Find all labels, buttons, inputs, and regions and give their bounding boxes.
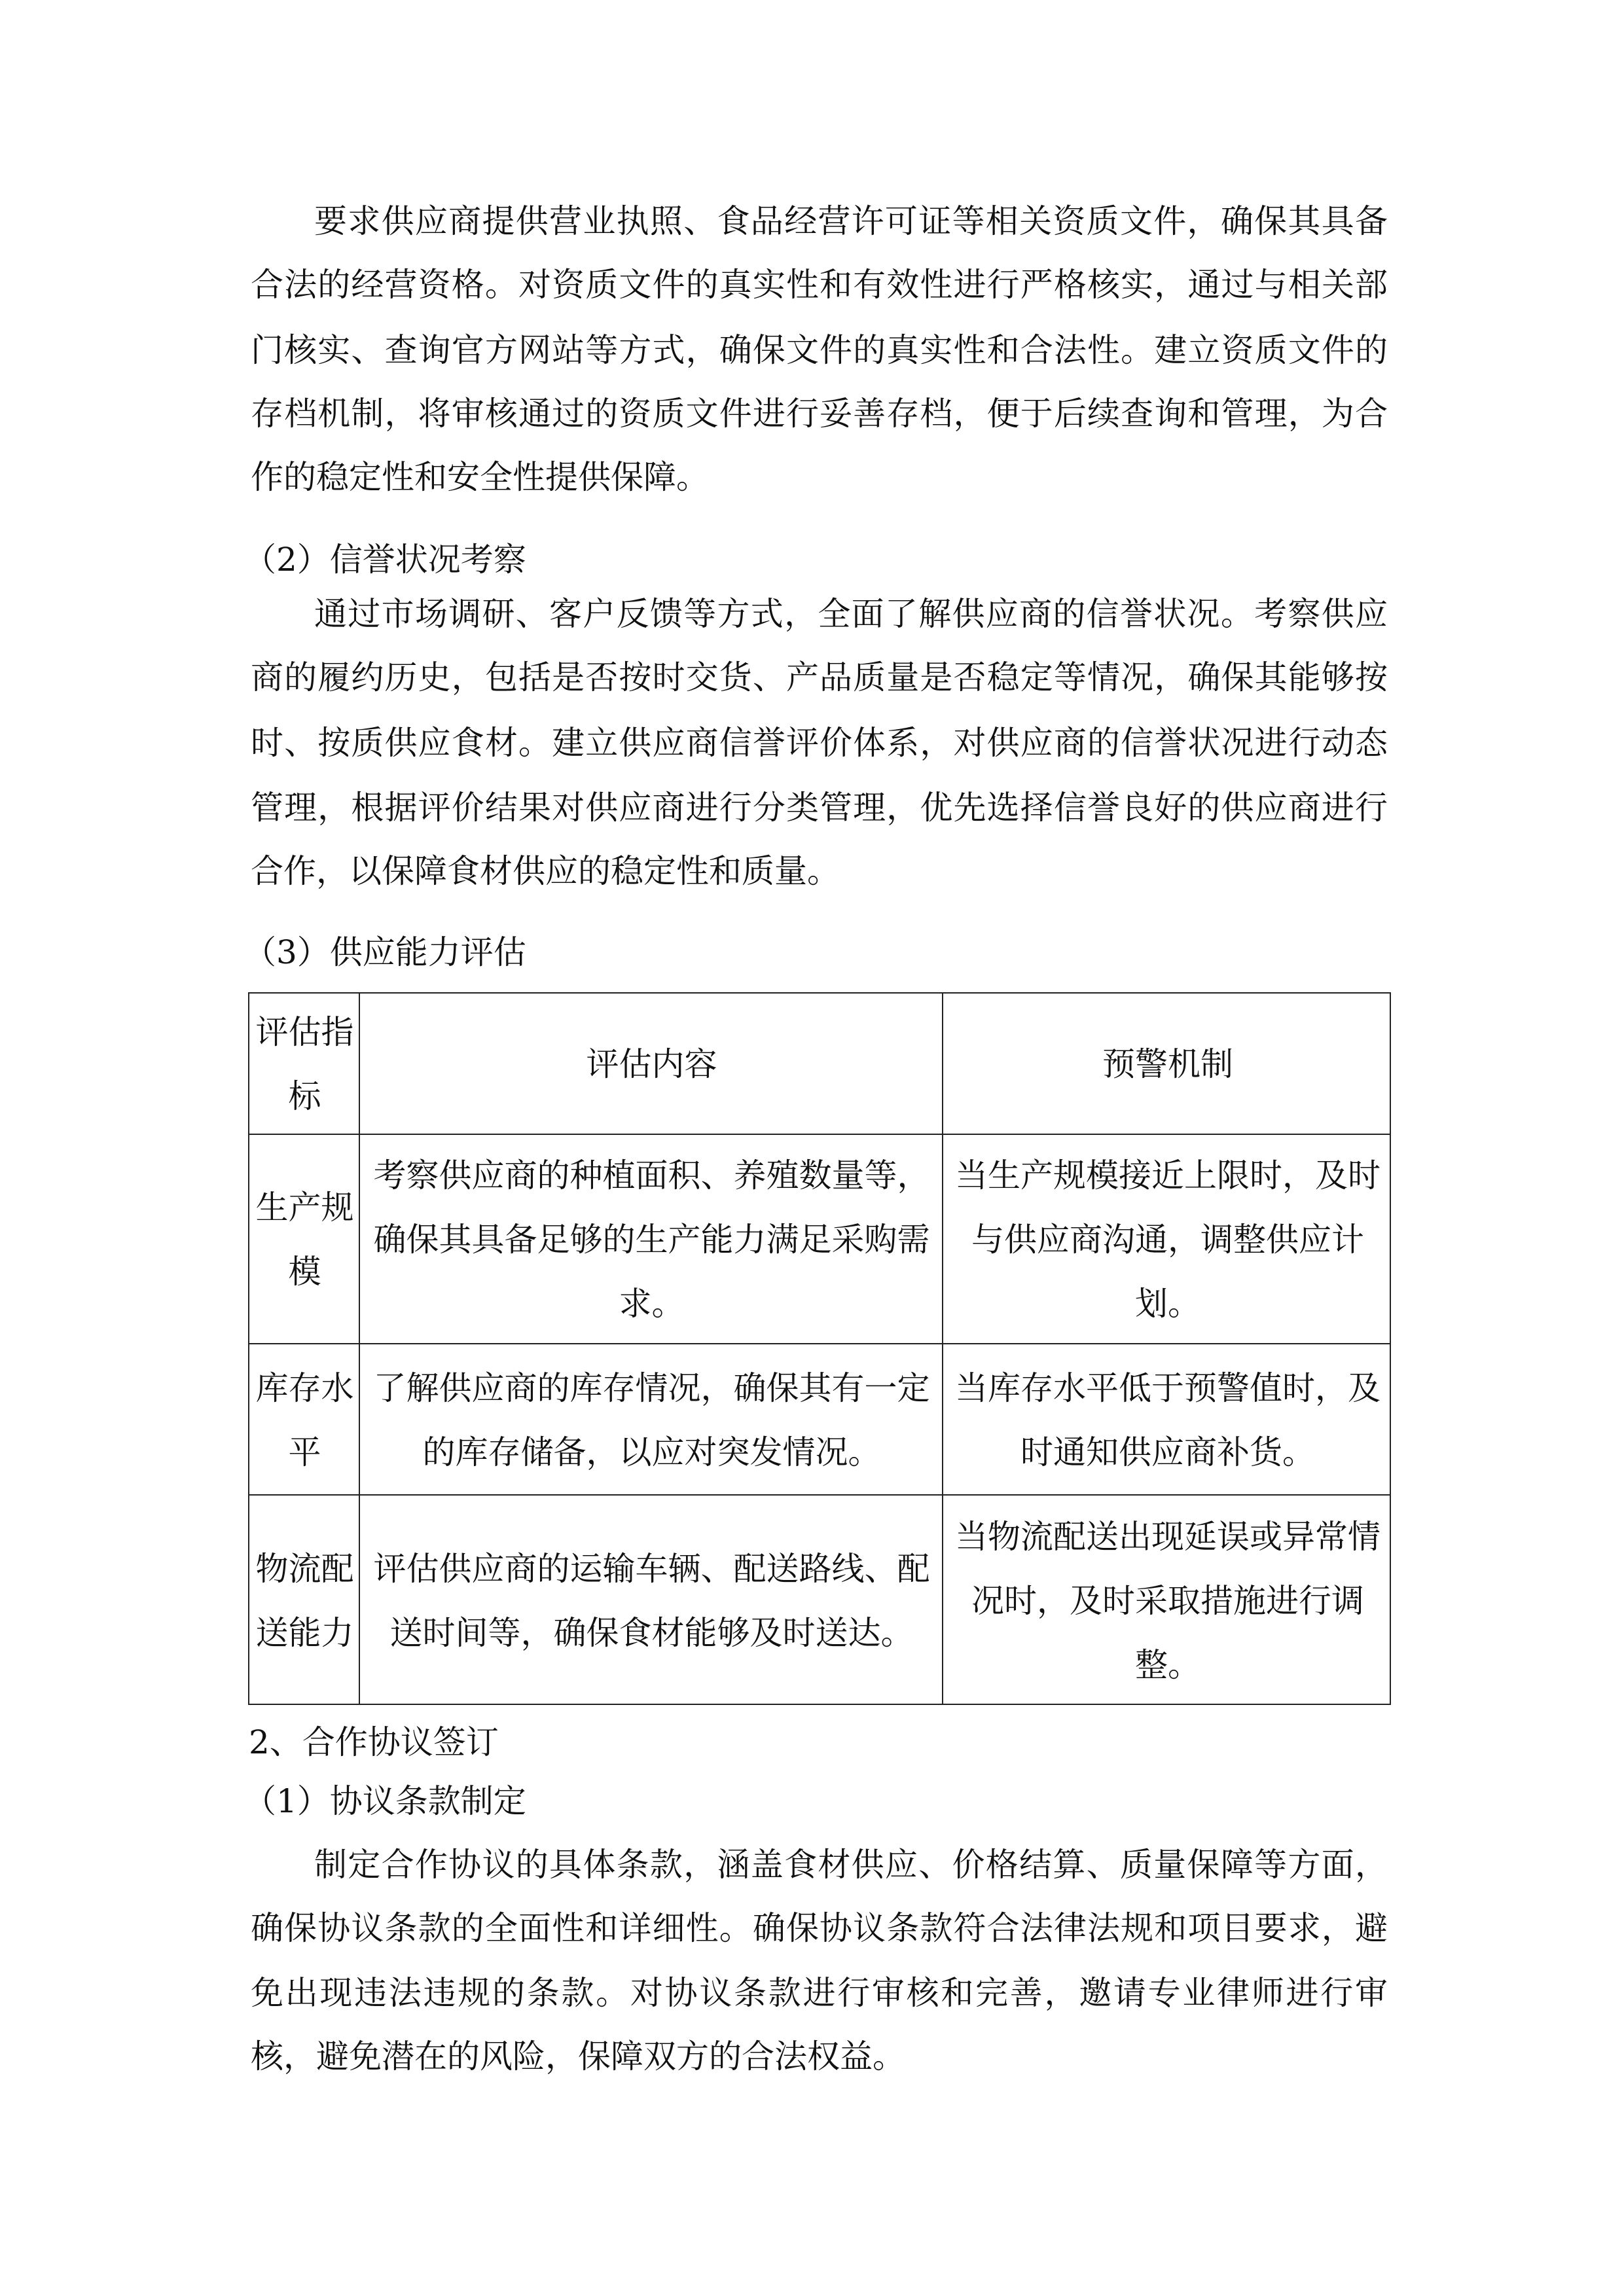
table-cell — [943, 1496, 1392, 1706]
table-header-cell — [943, 994, 1392, 1135]
subheading: （3）供应能力评估 — [244, 933, 526, 971]
cell-text-line: 平 — [288, 1433, 321, 1471]
cell-text-line: 划。 — [1135, 1285, 1200, 1323]
paragraph-line: 要求供应商提供营业执照、食品经营许可证等相关资质文件，确保其具备 — [314, 202, 1388, 240]
paragraph-line: 确保协议条款的全面性和详细性。确保协议条款符合法律法规和项目要求，避 — [251, 1909, 1388, 1947]
section-heading: 2、合作协议签订 — [249, 1723, 499, 1761]
cell-text-line: 送时间等，确保食材能够及时送达。 — [389, 1614, 914, 1652]
paragraph-line: 作的稳定性和安全性提供保障。 — [251, 458, 709, 496]
paragraph-line: 制定合作协议的具体条款，涵盖食材供应、价格结算、质量保障等方面， — [314, 1846, 1388, 1884]
table-cell — [249, 1135, 360, 1344]
paragraph-line: 核，避免潜在的风险，保障双方的合法权益。 — [251, 2037, 905, 2075]
cell-text-line: 时通知供应商补货。 — [1020, 1433, 1315, 1471]
cell-text-line: 当生产规模接近上限时，及时 — [955, 1157, 1380, 1194]
paragraph-line: 门核实、查询官方网站等方式，确保文件的真实性和合法性。建立资质文件的 — [251, 331, 1388, 369]
table-header-cell — [249, 994, 360, 1135]
table-cell — [249, 1344, 360, 1496]
cell-text-line: 物流配 — [255, 1550, 354, 1588]
table-cell — [360, 1344, 943, 1496]
cell-text-line: 当库存水平低于预警值时，及 — [955, 1369, 1380, 1407]
table-cell — [249, 1496, 360, 1706]
cell-text-line: 求。 — [619, 1285, 685, 1323]
cell-text-line: 库存水 — [255, 1369, 354, 1407]
cell-text-line: 与供应商沟通，调整供应计 — [971, 1221, 1364, 1259]
cell-text-line: 当物流配送出现延误或异常情 — [955, 1518, 1380, 1556]
paragraph-line: 免出现违法违规的条款。对协议条款进行审核和完善，邀请专业律师进行审 — [251, 1974, 1388, 2012]
cell-text-line: 送能力 — [255, 1614, 354, 1652]
table-cell — [360, 1496, 943, 1706]
cell-text-line: 了解供应商的库存情况，确保其有一定 — [373, 1369, 930, 1407]
cell-text-line: 预警机制 — [1102, 1045, 1233, 1083]
cell-text-line: 评估内容 — [586, 1045, 717, 1083]
cell-text-line: 生产规 — [255, 1189, 354, 1227]
cell-text-line: 况时，及时采取措施进行调 — [971, 1582, 1364, 1620]
paragraph-line: 管理，根据评价结果对供应商进行分类管理，优先选择信誉良好的供应商进行 — [251, 789, 1388, 827]
paragraph-line: 合作，以保障食材供应的稳定性和质量。 — [251, 852, 840, 890]
table-cell — [943, 1135, 1392, 1344]
paragraph-line: 时、按质供应食材。建立供应商信誉评价体系，对供应商的信誉状况进行动态 — [251, 724, 1388, 762]
cell-text-line: 模 — [288, 1253, 321, 1291]
paragraph-line: 通过市场调研、客户反馈等方式，全面了解供应商的信誉状况。考察供应 — [314, 595, 1388, 633]
subheading: （2）信誉状况考察 — [244, 541, 526, 579]
cell-text-line: 评估指 — [255, 1013, 354, 1051]
paragraph-line: 商的履约历史，包括是否按时交货、产品质量是否稳定等情况，确保其能够按 — [251, 658, 1388, 696]
paragraph-line: 合法的经营资格。对资质文件的真实性和有效性进行严格核实，通过与相关部 — [251, 266, 1388, 304]
cell-text-line: 确保其具备足够的生产能力满足采购需 — [373, 1221, 930, 1259]
table-header-cell — [360, 994, 943, 1135]
cell-text-line: 整。 — [1135, 1646, 1200, 1684]
table-cell — [360, 1135, 943, 1344]
cell-text-line: 标 — [288, 1077, 321, 1115]
cell-text-line: 的库存储备，以应对突发情况。 — [422, 1433, 881, 1471]
table-cell — [943, 1344, 1392, 1496]
cell-text-line: 考察供应商的种植面积、养殖数量等， — [373, 1157, 930, 1194]
paragraph-line: 存档机制，将审核通过的资质文件进行妥善存档，便于后续查询和管理，为合 — [251, 395, 1388, 433]
cell-text-line: 评估供应商的运输车辆、配送路线、配 — [373, 1550, 930, 1588]
subheading: （1）协议条款制定 — [244, 1782, 526, 1820]
evaluation-table — [248, 992, 1391, 1705]
